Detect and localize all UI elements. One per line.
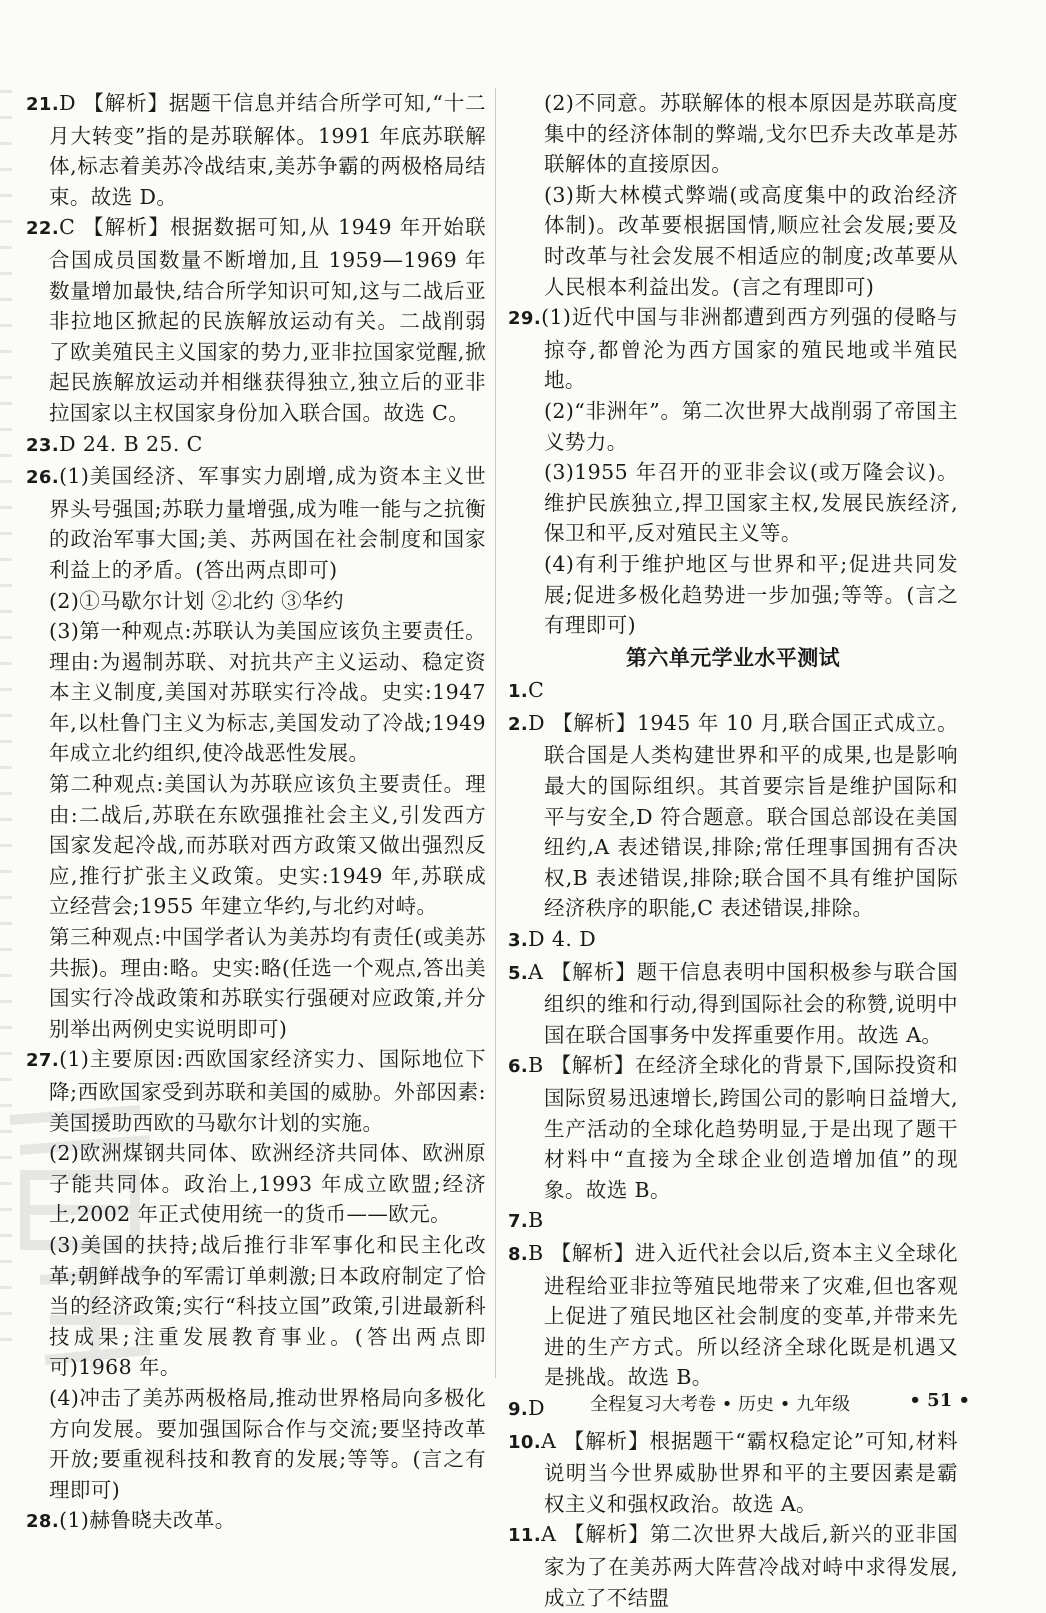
question-number: 9. — [508, 1398, 529, 1420]
question-number: 3. — [508, 930, 529, 952]
answer-subitem — [26, 1230, 486, 1383]
answer-item — [508, 1238, 958, 1393]
answer-text: (3)第一种观点:苏联认为美国应该负主要责任。理由:为遏制苏联、对抗共产主义运动、稳定资本主义制度,美国对苏联实行冷战。史实:1947 年,以杜鲁门主义为标志,美国发动了冷战;1949 年成立北约组织,使冷战恶性发展。 — [49, 619, 486, 766]
answer-text: B — [528, 1208, 544, 1233]
answer-text: D 【解析】1945 年 10 月,联合国正式成立。联合国是人类构建世界和平的成果,也是影响最大的国际组织。其首要宗旨是维护国际和平与安全,D 符合题意。联合国总部设在美国纽约,A 表述错误,排除;常任理事国拥有否决权,B 表述错误,排除;联合国不具有维护国际经济秩序的职能,C 表述错误,排除。 — [528, 710, 958, 921]
answer-item — [508, 1050, 958, 1205]
answer-item — [508, 1426, 958, 1520]
answer-text: 第二种观点:美国认为苏联应该负主要责任。理由:二战后,苏联在东欧强推社会主义,引发西方国家发起冷战,而苏联对西方政策又做出强烈反应,推行扩张主义政策。史实:1949 年,苏联成立经营会;1955 年建立华约,与北约对峙。 — [49, 772, 486, 919]
answer-item — [508, 957, 958, 1051]
footer-series-title: 全程复习大考卷 • 历史 • 九年级 — [590, 1394, 851, 1415]
answer-text: C — [528, 678, 545, 703]
answer-text: D 4. D — [528, 927, 597, 952]
answer-item — [508, 708, 958, 924]
question-number: 27. — [26, 1050, 60, 1072]
question-number: 26. — [26, 467, 60, 489]
answer-item — [508, 924, 958, 957]
answer-item — [26, 1044, 486, 1138]
answer-text: (1)近代中国与非洲都遭到西方列强的侵略与掠夺,都曾沦为西方国家的殖民地或半殖民地。 — [541, 305, 958, 393]
answer-subitem — [26, 616, 486, 769]
answer-text: (1)赫鲁晓夫改革。 — [59, 1508, 236, 1533]
right-column — [508, 88, 958, 1613]
section-heading: 第六单元学业水平测试 — [626, 645, 840, 670]
answer-text: A 【解析】根据题干“霸权稳定论”可知,材料说明当今世界威胁世界和平的主要因素是霸权主义和强权政治。故选 A。 — [541, 1428, 958, 1516]
question-number: 11. — [508, 1525, 542, 1547]
answer-subitem — [26, 1138, 486, 1230]
question-number: 21. — [26, 94, 60, 115]
answer-item — [26, 429, 486, 462]
answer-item — [26, 1505, 486, 1538]
answer-text: D 【解析】据题干信息并结合所学可知,“十二月大转变”指的是苏联解体。1991 年底苏联解体,标志着美苏冷战结束,美苏争霸的两极格局结束。故选 D。 — [49, 91, 486, 209]
answer-item — [26, 461, 486, 585]
answer-text: B 【解析】在经济全球化的背景下,国际投资和国际贸易迅速增长,跨国公司的影响日益增大,生产活动的全球化趋势明显,于是出现了题干材料中“直接为全球企业创造增加值”的现象。故选 B。 — [528, 1053, 958, 1202]
answer-text: D 24. B 25. C — [59, 431, 203, 456]
answer-subitem — [26, 769, 486, 922]
question-number: 28. — [26, 1511, 60, 1533]
page-number: • 51 • — [909, 1390, 970, 1411]
question-number: 6. — [508, 1056, 529, 1078]
question-number: 7. — [508, 1211, 529, 1233]
answer-text: A 【解析】题干信息表明中国积极参与联合国组织的维和行动,得到国际社会的称赞,说明中国在联合国事务中发挥重要作用。故选 A。 — [528, 959, 958, 1047]
answer-text: A 【解析】第二次世界大战后,新兴的亚非国家为了在美苏两大阵营冷战对峙中求得发展,成立了不结盟 — [541, 1522, 958, 1610]
answer-text: 第三种观点:中国学者认为美苏均有责任(或美苏共振)。理由:略。史实:略(任选一个观点,答出美国实行冷战政策和苏联实行强硬对应政策,并分别举出两例史实说明即可) — [49, 925, 486, 1041]
answer-text: D — [528, 1395, 546, 1420]
answer-subitem — [508, 180, 958, 302]
answer-subitem — [508, 396, 958, 457]
answer-item — [26, 212, 486, 428]
question-number: 10. — [508, 1431, 542, 1453]
answer-subitem — [26, 1383, 486, 1505]
answer-subitem — [26, 922, 486, 1044]
answer-text: C 【解析】根据数据可知,从 1949 年开始联合国成员国数量不断增加,且 1959—1969 年数量增加最快,结合所学知识可知,这与二战后亚非拉地区掀起的民族解放运动有关。二战削弱了欧美殖民主义国家的势力,亚非拉国家觉醒,掀起民族解放运动并相继获得独立,独立后的亚非拉国家以主权国家身份加入联合国。故选 C。 — [49, 215, 486, 425]
answer-subitem — [508, 549, 958, 641]
answer-text: (2)“非洲年”。第二次世界大战削弱了帝国主义势力。 — [544, 398, 958, 454]
question-number: 8. — [508, 1243, 529, 1265]
question-number: 29. — [508, 308, 542, 330]
answer-subitem — [508, 88, 958, 180]
answer-text: (1)美国经济、军事实力剧增,成为资本主义世界头号强国;苏联力量增强,成为唯一能与之抗衡的政治军事大国;美、苏两国在社会制度和国家利益上的矛盾。(答出两点即可) — [49, 464, 486, 582]
answer-item — [508, 1519, 958, 1613]
question-number: 22. — [26, 218, 60, 240]
left-column — [26, 88, 486, 1538]
answer-text: (3)美国的扶持;战后推行非军事化和民主化改革;朝鲜战争的军需订单刺激;日本政府制定了恰当的经济政策;实行“科技立国”政策,引进最新科技成果;注重发展教育事业。(答出两点即可)1968 年。 — [49, 1232, 486, 1380]
answer-text: (2)①马歇尔计划 ②北约 ③华约 — [49, 588, 344, 613]
answer-item — [508, 302, 958, 396]
answer-text: (4)冲击了美苏两极格局,推动世界格局向多极化方向发展。要加强国际合作与交流;要坚持改革开放;要重视科技和教育的发展;等等。(言之有理即可) — [49, 1385, 486, 1502]
column-divider — [495, 88, 496, 1378]
answer-subitem — [26, 586, 486, 617]
answer-text: (2)不同意。苏联解体的根本原因是苏联高度集中的经济体制的弊端,戈尔巴乔夫改革是苏联解体的直接原因。 — [544, 91, 958, 177]
answer-item — [26, 88, 486, 212]
answer-text: (3)1955 年召开的亚非会议(或万隆会议)。维护民族独立,捍卫国家主权,发展民族经济,保卫和平,反对殖民主义等。 — [544, 460, 958, 546]
answer-text: (4)有利于维护地区与世界和平;促进共同发展;促进多极化趋势进一步加强;等等。(言之有理即可) — [544, 551, 958, 638]
question-number: 2. — [508, 713, 529, 735]
page-footer — [590, 1390, 970, 1418]
answer-text: (3)斯大林模式弊端(或高度集中的政治经济体制)。改革要根据国情,顺应社会发展;要及时改革与社会发展不相适应的制度;改革要从人民根本利益出发。(言之有理即可) — [544, 182, 958, 299]
answer-item — [508, 1205, 958, 1238]
question-number: 1. — [508, 681, 529, 703]
answer-subitem — [508, 457, 958, 549]
answer-text: (2)欧洲煤钢共同体、欧洲经济共同体、欧洲原子能共同体。政治上,1993 年成立欧盟;经济上,2002 年正式使用统一的货币——欧元。 — [49, 1141, 486, 1227]
question-number: 23. — [26, 434, 60, 456]
question-number: 5. — [508, 962, 529, 984]
answer-item — [508, 675, 958, 708]
answer-text: B 【解析】进入近代社会以后,资本主义全球化进程给亚非拉等殖民地带来了灾难,但也客观上促进了殖民地区社会制度的变革,并带来先进的生产方式。所以经济全球化既是机遇又是挑战。故选 B。 — [528, 1240, 958, 1390]
answer-text: (1)主要原因:西欧国家经济实力、国际地位下降;西欧国家受到苏联和美国的威胁。外部因素:美国援助西欧的马歇尔计划的实施。 — [49, 1047, 486, 1135]
